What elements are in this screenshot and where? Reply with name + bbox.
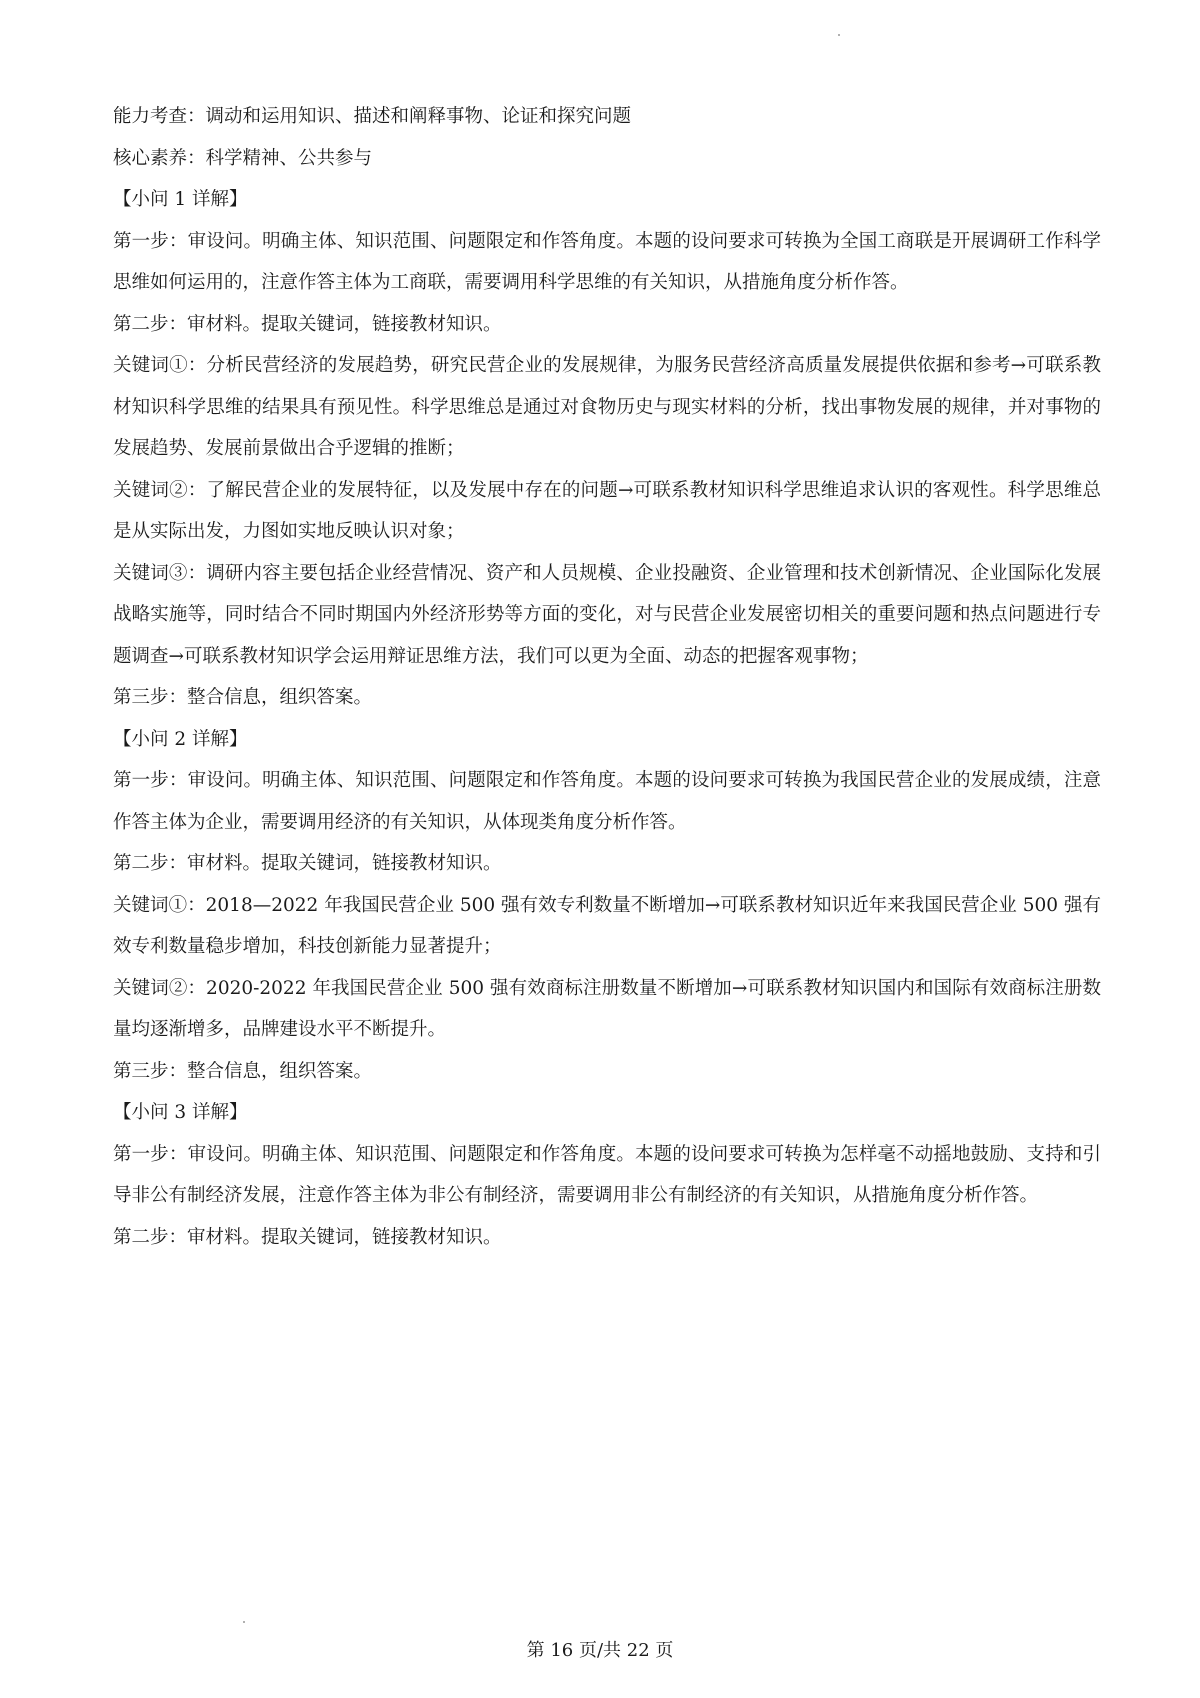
literacy-line: 核心素养：科学精神、公共参与 — [113, 147, 373, 169]
paragraph: 第三步：整合信息，组织答案。 — [113, 687, 373, 708]
paragraph: 第一步：审设问。明确主体、知识范围、问题限定和作答角度。本题的设问要求可转换为全国工商联是开展调研工作科学思维如何运用的，注意作答主体为工商联，需要调用科学思维的有关知识，从措施角度分析作答。 — [113, 230, 1101, 293]
paragraph: 关键词①：分析民营经济的发展趋势，研究民营企业的发展规律，为服务民营经济高质量发展提供依据和参考→可联系教材知识科学思维的结果具有预见性。科学思维总是通过对食物历史与现实材料的分析，找出事物发展的规律，并对事物的发展趋势、发展前景做出合乎逻辑的推断； — [113, 355, 1101, 459]
document-body — [113, 96, 1101, 1258]
scan-speck — [243, 1621, 245, 1623]
paragraph: 第三步：整合信息，组织答案。 — [113, 1060, 373, 1082]
paragraph: 关键词②：2020-2022 年我国民营企业 500 强有效商标注册数量不断增加→可联系教材知识国内和国际有效商标注册数量均逐渐增多，品牌建设水平不断提升。 — [113, 977, 1101, 1040]
paragraph: 第一步：审设问。明确主体、知识范围、问题限定和作答角度。本题的设问要求可转换为怎样毫不动摇地鼓励、支持和引导非公有制经济发展，注意作答主体为非公有制经济，需要调用非公有制经济的有关知识，从措施角度分析作答。 — [113, 1143, 1101, 1206]
paragraph: 第二步：审材料。提取关键词，链接教材知识。 — [113, 1226, 502, 1248]
section-heading-q1: 【小问 1 详解】 — [113, 189, 248, 210]
paragraph: 关键词③：调研内容主要包括企业经营情况、资产和人员规模、企业投融资、企业管理和技术创新情况、企业国际化发展战略实施等，同时结合不同时期国内外经济形势等方面的变化，对与民营企业发展密切相关的重要问题和热点问题进行专题调查→可联系教材知识学会运用辩证思维方法，我们可以更为全面、动态的把握客观事物； — [113, 562, 1101, 667]
paragraph: 第二步：审材料。提取关键词，链接教材知识。 — [113, 313, 502, 335]
paragraph: 关键词②：了解民营企业的发展特征，以及发展中存在的问题→可联系教材知识科学思维追求认识的客观性。科学思维总是从实际出发，力图如实地反映认识对象； — [113, 479, 1101, 542]
scan-speck — [838, 34, 840, 36]
ability-line: 能力考查：调动和运用知识、描述和阐释事物、论证和探究问题 — [113, 106, 632, 127]
page-number-footer: 第 16 页/共 22 页 — [526, 1640, 674, 1661]
section-heading-q2: 【小问 2 详解】 — [113, 728, 248, 750]
paragraph: 关键词①：2018—2022 年我国民营企业 500 强有效专利数量不断增加→可联系教材知识近年来我国民营企业 500 强有效专利数量稳步增加，科技创新能力显著提升； — [113, 894, 1101, 957]
paragraph: 第一步：审设问。明确主体、知识范围、问题限定和作答角度。本题的设问要求可转换为我国民营企业的发展成绩，注意作答主体为企业，需要调用经济的有关知识，从体现类角度分析作答。 — [113, 770, 1101, 833]
paragraph: 第二步：审材料。提取关键词，链接教材知识。 — [113, 853, 502, 874]
section-heading-q3: 【小问 3 详解】 — [113, 1102, 248, 1123]
